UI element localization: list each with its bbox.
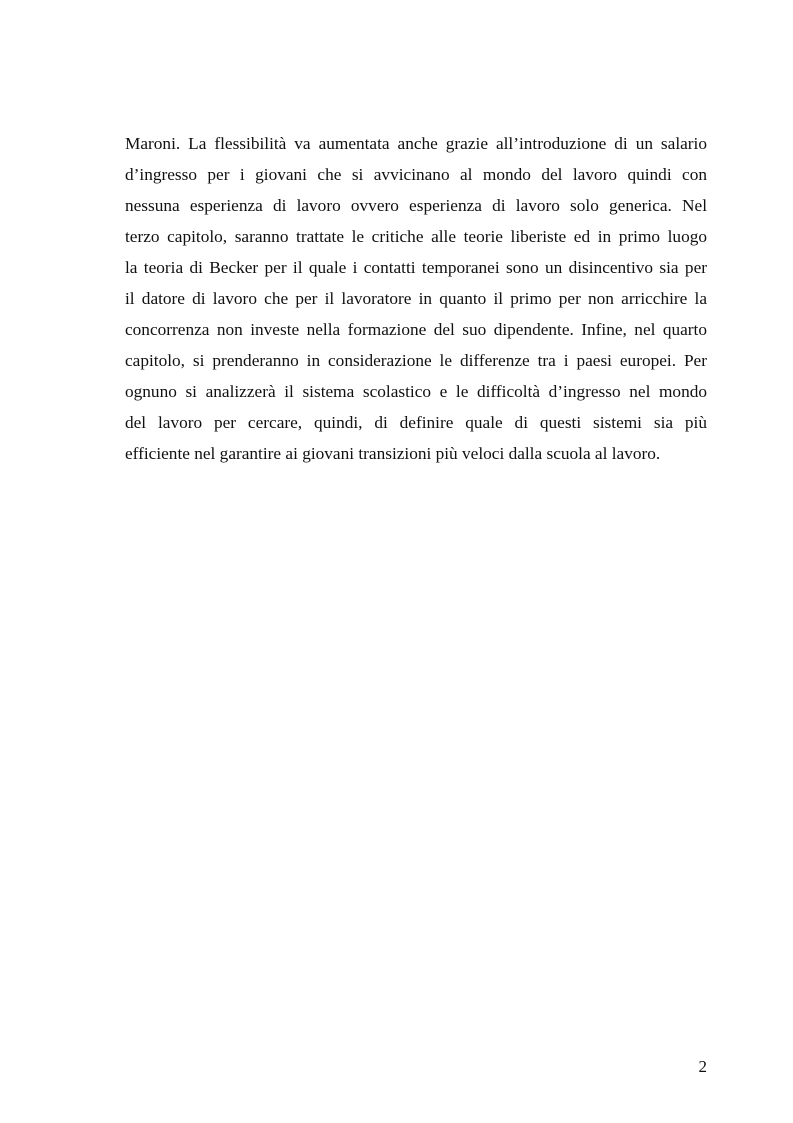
body-paragraph xyxy=(125,128,707,469)
paragraph-line: la teoria di Becker per il quale i contatti temporanei sono un disincentivo sia per xyxy=(125,258,707,277)
paragraph-line: il datore di lavoro che per il lavoratore in quanto il primo per non arricchire la xyxy=(125,289,707,308)
paragraph-line: terzo capitolo, saranno trattate le critiche alle teorie liberiste ed in primo luogo xyxy=(125,227,707,246)
paragraph-line: Maroni. La flessibilità va aumentata anche grazie all’introduzione di un salario xyxy=(125,134,707,153)
paragraph-line: ognuno si analizzerà il sistema scolastico e le difficoltà d’ingresso nel mondo xyxy=(125,382,707,401)
paragraph-line: d’ingresso per i giovani che si avvicinano al mondo del lavoro quindi con xyxy=(125,165,707,184)
paragraph-line: nessuna esperienza di lavoro ovvero esperienza di lavoro solo generica. Nel xyxy=(125,196,707,215)
paragraph-line: capitolo, si prenderanno in considerazione le differenze tra i paesi europei. Per xyxy=(125,351,707,370)
paragraph-line: del lavoro per cercare, quindi, di definire quale di questi sistemi sia più xyxy=(125,413,707,432)
paragraph-line: efficiente nel garantire ai giovani transizioni più veloci dalla scuola al lavoro. xyxy=(125,444,661,463)
page-number: 2 xyxy=(698,1057,707,1076)
paragraph-line: concorrenza non investe nella formazione del suo dipendente. Infine, nel quarto xyxy=(125,320,707,339)
